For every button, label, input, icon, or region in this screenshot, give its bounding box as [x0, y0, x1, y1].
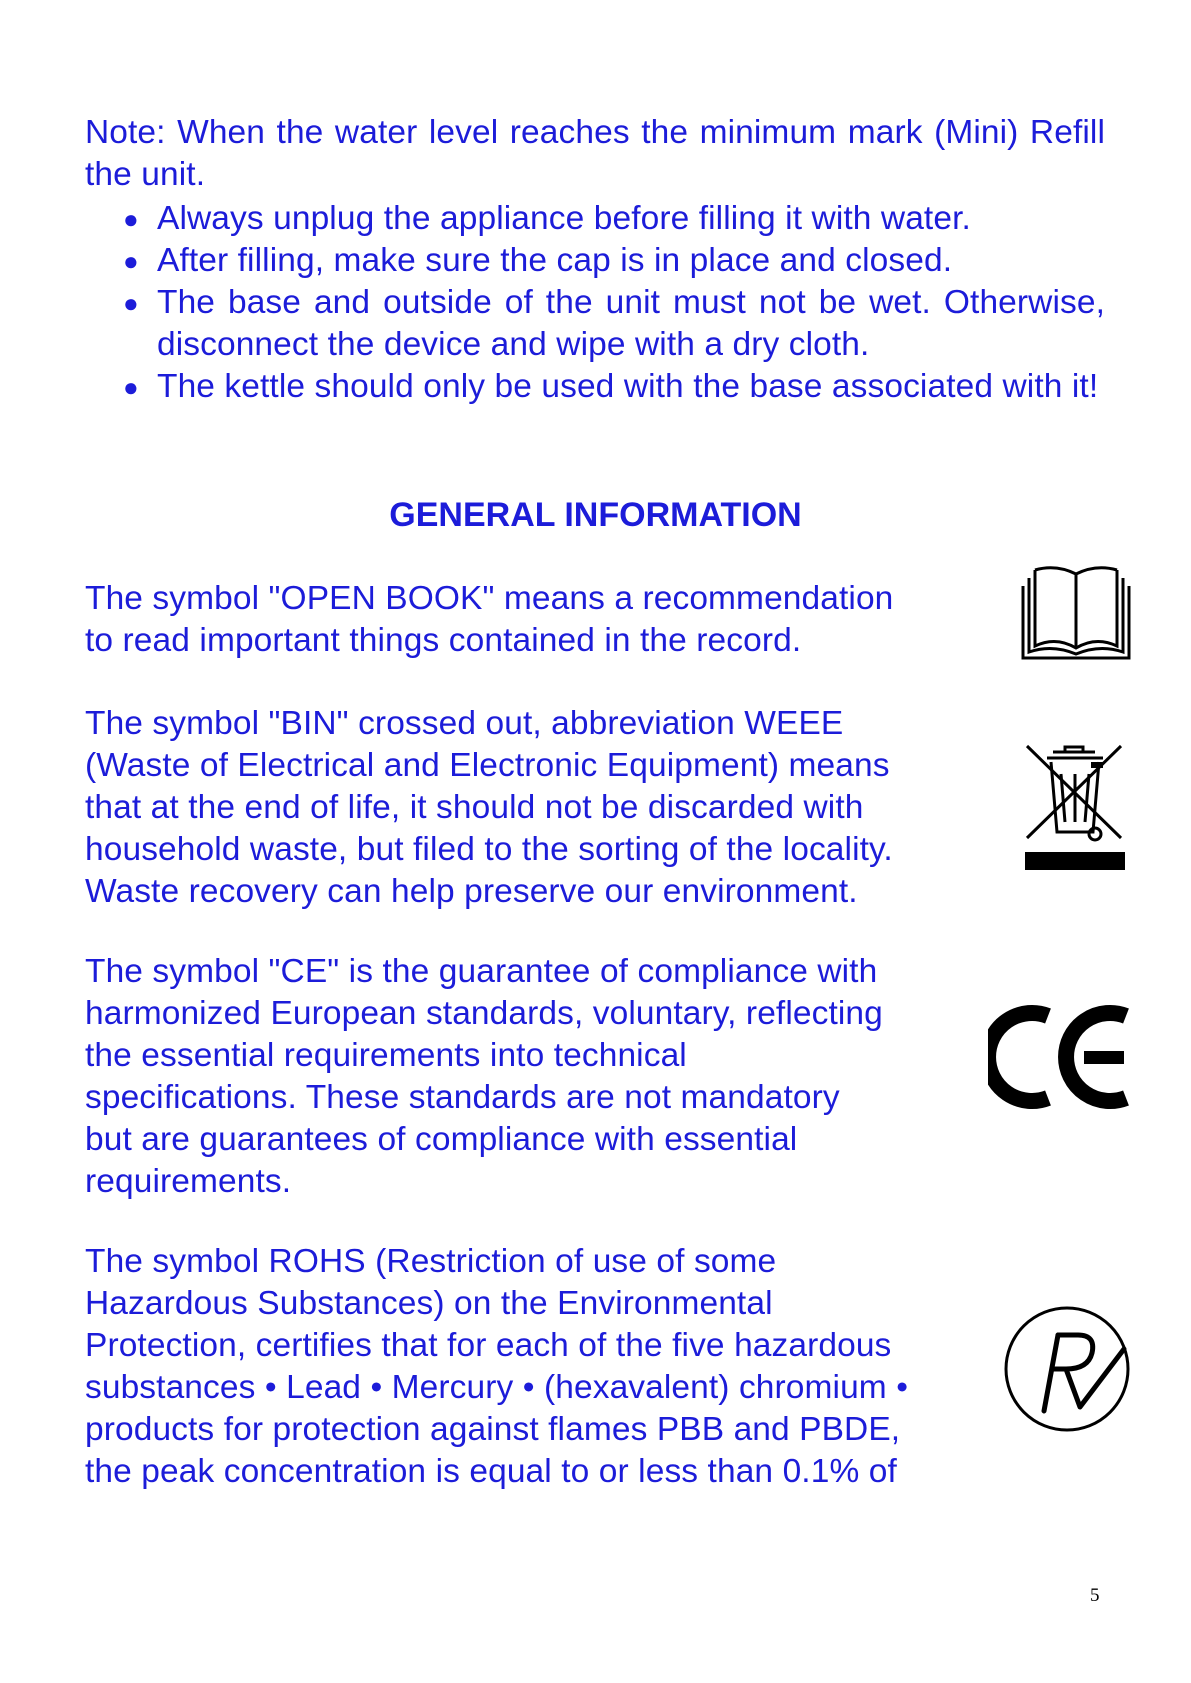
bullet-dot: ● [123, 246, 139, 276]
bullet-dot: ● [123, 372, 139, 402]
bullet-dot: ● [123, 204, 139, 234]
bullet-item [85, 198, 1105, 240]
note-paragraph: Note: When the water level reaches the minimum mark (Mini) Refill the unit. [85, 114, 1105, 193]
bullet-text: The kettle should only be used with the base associated with it! [157, 368, 1099, 405]
bullet-dot: ● [123, 288, 139, 318]
section-heading: GENERAL INFORMATION [389, 496, 802, 534]
page-number: 5 [1090, 1585, 1100, 1606]
bullet-item [85, 282, 1105, 366]
ce-paragraph: The symbol "CE" is the guarantee of compliance with harmonized European standards, voluntary, reflecting the essential requirements into technical specifications. These standards are not mandatory but are guarantees of compliance with essential requirements. [85, 953, 883, 1200]
rohs-icon [1000, 1305, 1135, 1433]
rohs-paragraph: The symbol ROHS (Restriction of use of some Hazardous Substances) on the Environmental Protection, certifies that for each of the five hazardous substances • Lead • Mercury • (hexavalent) chromium • products for protection against flames PBB and PBDE, the peak concentration is equal to or less than 0.1% of [85, 1243, 909, 1490]
open-book-icon [1020, 566, 1132, 662]
weee-paragraph: The symbol "BIN" crossed out, abbreviation WEEE (Waste of Electrical and Electronic Equipment) means that at the end of life, it should not be discarded with household waste, but filed to the sorting of the locality. Waste recovery can help preserve our environment. [85, 705, 893, 910]
bullet-text: Always unplug the appliance before filling it with water. [157, 200, 971, 237]
ce-mark-icon [988, 1004, 1130, 1110]
bullet-item [85, 240, 1105, 282]
crossed-bin-icon [1025, 744, 1125, 870]
open-book-paragraph: The symbol "OPEN BOOK" means a recommendation to read important things contained in the record. [85, 580, 894, 659]
bullet-text: After filling, make sure the cap is in place and closed. [157, 242, 953, 279]
bullet-item [85, 366, 1105, 408]
bullet-text: The base and outside of the unit must not be wet. Otherwise, disconnect the device and wipe with a dry cloth. [157, 284, 1105, 363]
bullet-list [85, 198, 1105, 408]
